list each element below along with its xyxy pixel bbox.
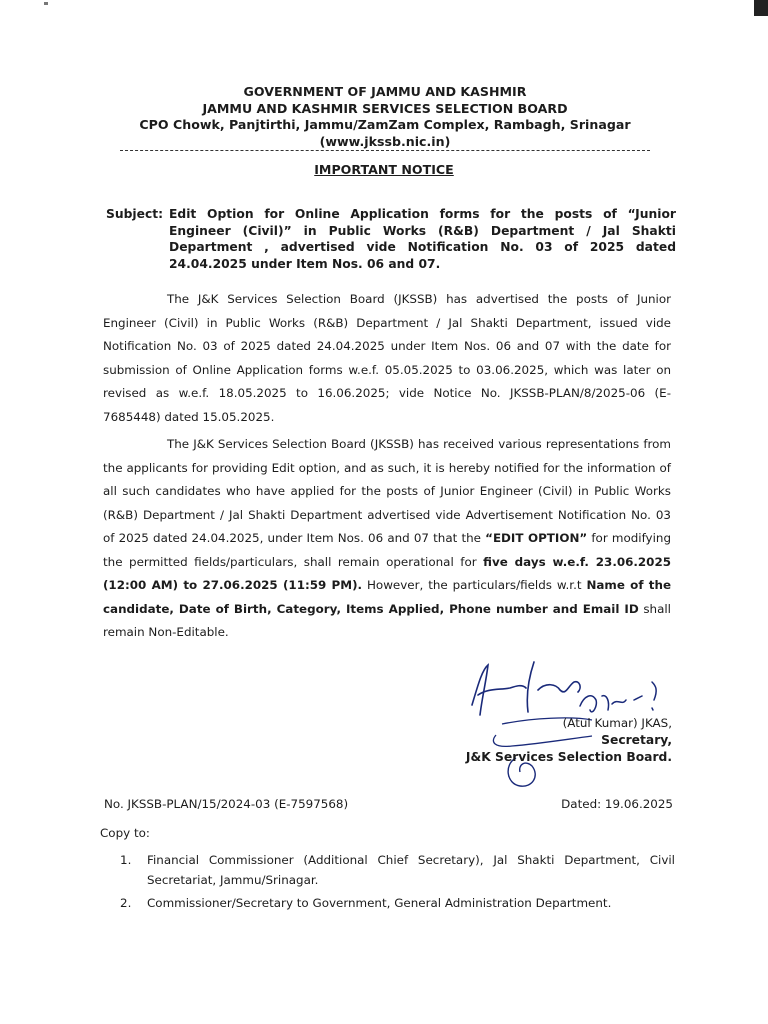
letterhead-government: GOVERNMENT OF JAMMU AND KASHMIR [243,84,527,99]
handwritten-signature-icon [442,660,672,800]
list-item [120,850,675,890]
list-item-text: Commissioner/Secretary to Government, General Administration Department. [147,896,612,910]
letterhead-website: (www.jkssb.nic.in) [319,133,451,149]
scan-dot-mark [44,2,48,5]
list-item-number: 1. [120,853,132,867]
edit-option-emphasis: “EDIT OPTION” [485,531,588,545]
list-item [120,893,675,913]
reference-number: No. JKSSB-PLAN/15/2024-03 (E-7597568) [104,797,349,811]
non-editable-fields-emphasis: Name of the candidate, Date of Birth, Category, Items Applied, Phone number and Email ID [103,578,672,616]
notice-title: IMPORTANT NOTICE [314,162,454,177]
paragraph-1-text: The J&K Services Selection Board (JKSSB) has advertised the posts of Junior Engineer (Civil) in Public Works (R&B) Department / Jal Shakti Department, issued vide Notification No. 03 of 2025 dated 24.04.2025 under Item Nos. 06 and 07 with the date for submission of Online Application forms w.e.f. 05.05.2025 to 03.06.2025, which was later on revised as w.e.f. 18.05.2025 to 16.06.2025; vide Notice No. JKSSB-PLAN/8/2025-06 (E-7685448) dated 15.05.2025. [103,292,671,424]
copy-to-label: Copy to: [100,826,150,840]
paragraph-2 [103,433,671,645]
dashed-divider [120,150,650,161]
notice-date: Dated: 19.06.2025 [561,797,673,811]
edit-window-emphasis: five days w.e.f. 23.06.2025 (12:00 AM) to 27.06.2025 (11:59 PM). [103,554,672,592]
letterhead-address: CPO Chowk, Panjtirthi, Jammu/ZamZam Complex, Rambagh, Srinagar [139,117,631,132]
signature-block [442,660,672,800]
subject-text: Edit Option for Online Application forms for the posts of “Junior Engineer (Civil)” in Public Works (R&B) Department / Jal Shakti Department , advertised vide Notification No. 03 of 2025 dated 24.04.2025 under Item Nos. 06 and 07. [169,207,676,271]
paragraph-1 [103,288,671,429]
scan-edge-mark [754,0,768,16]
list-item-number: 2. [120,896,132,910]
paragraph-2-part1: The J&K Services Selection Board (JKSSB) has received various representations from the applicants for providing Edit option, and as such, it is hereby notified for the information of all such candidates who have applied for the posts of Junior Engineer (Civil) in Public Works (R&B) Department / Jal Shakti Department advertised vide Advertisement Notification No. 03 of 2025 dated 24.04.2025, under Item Nos. 06 and 07 that the [103,437,671,545]
copy-to-list [120,850,675,913]
subject-label: Subject: [106,207,164,221]
paragraph-2-part3: However, the particulars/fields w.r.t [362,578,587,592]
paragraph-2-part4: shall remain Non-Editable. [103,601,671,639]
signatory-name: (Atul Kumar) JKAS, [562,716,672,730]
paragraph-2-part2: for modifying the permitted fields/particulars, shall remain operational for [103,531,671,569]
list-item-text: Financial Commissioner (Additional Chief Secretary), Jal Shakti Department, Civil Secretariat, Jammu/Srinagar. [147,853,675,887]
subject-block [106,206,676,272]
signatory-title: Secretary, [601,733,672,747]
paragraph-2-text [103,433,671,645]
letterhead-board: JAMMU AND KASHMIR SERVICES SELECTION BOARD [202,100,568,116]
letterhead [100,84,670,150]
signatory-board: J&K Services Selection Board. [465,750,672,764]
